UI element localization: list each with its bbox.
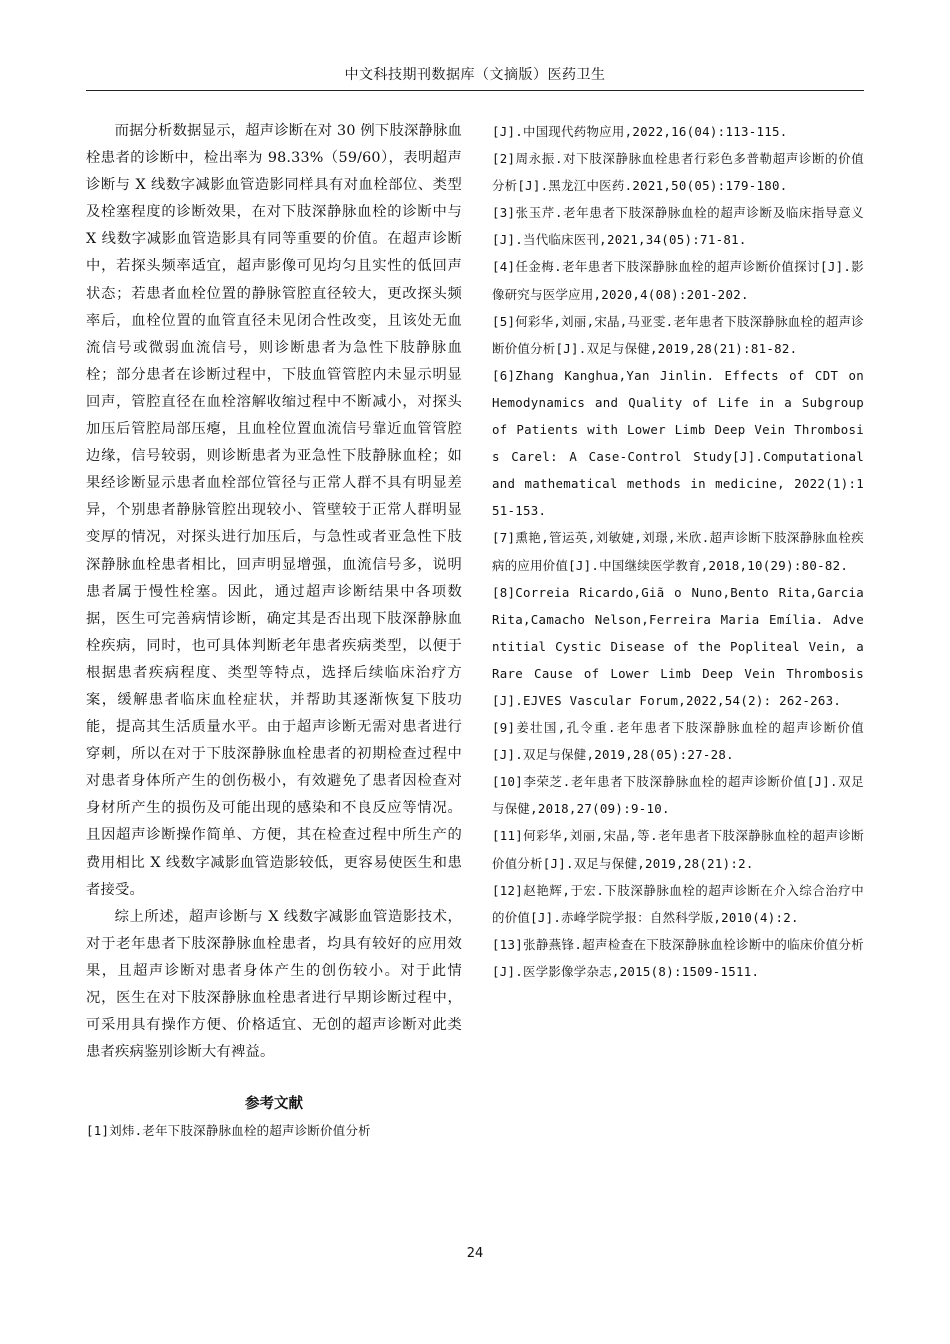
body-paragraph: 而据分析数据显示，超声诊断在对 30 例下肢深静脉血栓患者的诊断中，检出率为 98.33%（59/60），表明超声诊断与 X 线数字减影血管造影同样具有对血栓部位、类型及栓塞程度的诊断效果，在对下肢深静脉血栓的诊断中与 X 线数字减影血管造影具有同等重要的价值。在超声诊断中，若探头频率适宜，超声影像可见均匀且实性的低回声状态；若患者血栓位置的静脉管腔直径较大，更改探头频率后，血栓位置的血管直径未见闭合性改变，且该处无血流信号或微弱血流信号，则诊断患者为急性下肢静脉血栓；部分患者在诊断过程中，下肢血管管腔内未显示明显回声，管腔直径在血栓溶解收缩过程中不断减小，对探头加压后管腔局部压瘪，且血栓位置血流信号靠近血管管腔边缘，信号较弱，则诊断患者为亚急性下肢静脉血栓；如果经诊断显示患者血栓部位管径与正常人群不具有明显差异，个别患者静脉管腔出现较小、管壁较于正常人群明显变厚的情况，对探头进行加压后，与急性或者亚急性下肢深静脉血栓患者相比，回声明显增强，血流信号多，说明患者属于慢性栓塞。因此，通过超声诊断结果中各项数据，医生可完善病情诊断，确定其是否出现下肢深静脉血栓疾病，同时，也可具体判断老年患者疾病类型，以便于根据患者疾病程度、类型等特点，选择后续临床治疗方案，缓解患者临床血栓症状，并帮助其逐渐恢复下肢功能，提高其生活质量水平。由于超声诊断无需对患者进行穿刺，所以在对于下肢深静脉血栓患者的初期检查过程中对患者身体所产生的创伤极小，有效避免了患者因检查对身材所产生的损伤及可能出现的感染和不良反应等情况。且因超声诊断操作简单、方便，其在检查过程中所生产的费用相比 X 线数字减影血管造影较低，更容易使医生和患者接受。 xyxy=(86,123,462,898)
running-header: 中文科技期刊数据库（文摘版）医药卫生 xyxy=(86,64,864,91)
right-column xyxy=(492,118,864,985)
reference-item: [3]张玉芹.老年患者下肢深静脉血栓的超声诊断及临床指导意义[J].当代临床医刊,2021,34(05):71-81. xyxy=(492,205,864,248)
reference-item: [2]周永振.对下肢深静脉血栓患者行彩色多普勒超声诊断的价值分析[J].黑龙江中医药.2021,50(05):179-180. xyxy=(492,151,864,194)
references-heading: 参考文献 xyxy=(245,1096,303,1113)
reference-item: [8]Correia Ricardo,Giã o Nuno,Bento Rita,Garcia Rita,Camacho Nelson,Ferreira Maria Emília. Adventitial Cystic Disease of the Popliteal Vein, a Rare Cause of Lower Limb Deep Vein Thrombosis[J].EJVES Vascular Forum,2022,54(2): 262-263. xyxy=(492,584,864,708)
reference-item: [5]何彩华,刘丽,宋晶,马亚雯.老年患者下肢深静脉血栓的超声诊断价值分析[J].双足与保健,2019,28(21):81-82. xyxy=(492,313,864,356)
reference-item: [4]任金梅.老年患者下肢深静脉血栓的超声诊断价值探讨[J].影像研究与医学应用,2020,4(08):201-202. xyxy=(492,259,864,302)
reference-item: [13]张静燕锋.超声检查在下肢深静脉血栓诊断中的临床价值分析[J].医学影像学杂志,2015(8):1509-1511. xyxy=(492,936,864,979)
reference-item: [6]Zhang Kanghua,Yan Jinlin. Effects of CDT on Hemodynamics and Quality of Life in a Subgroup of Patients with Lower Limb Deep Vein Thrombosis Carel: A Case-Control Study[J].Computational and mathematical methods in medicine, 2022(1):151-153. xyxy=(492,367,864,519)
reference-item: [12]赵艳辉,于宏.下肢深静脉血栓的超声诊断在介入综合治疗中的价值[J].赤峰学院学报：自然科学版,2010(4):2. xyxy=(492,882,864,925)
reference-item: [11]何彩华,刘丽,宋晶,等.老年患者下肢深静脉血栓的超声诊断价值分析[J].双足与保健,2019,28(21):2. xyxy=(492,828,864,871)
body-paragraph: 综上所述，超声诊断与 X 线数字减影血管造影技术，对于老年患者下肢深静脉血栓患者，均具有较好的应用效果，且超声诊断对患者身体产生的创伤较小。对于此情况，医生在对下肢深静脉血栓患者进行早期诊断过程中，可采用具有操作方便、价格适宜、无创的超声诊断对此类患者疾病鉴别诊断大有裨益。 xyxy=(86,908,462,1061)
reference-item: [10]李荣芝.老年患者下肢深静脉血栓的超声诊断价值[J].双足与保健,2018,27(09):9-10. xyxy=(492,774,864,817)
left-column xyxy=(86,118,462,1144)
reference-item: [7]熏艳,管运英,刘敏婕,刘璟,米欣.超声诊断下肢深静脉血栓疾病的应用价值[J].中国继续医学教育,2018,10(29):80-82. xyxy=(492,530,864,573)
reference-item: [J].中国现代药物应用,2022,16(04):113-115. xyxy=(492,124,788,139)
page-number: 24 xyxy=(466,1246,484,1261)
reference-item: [1]刘炜.老年下肢深静脉血栓的超声诊断价值分析 xyxy=(86,1123,371,1139)
reference-item: [9]姜壮国,孔令重.老年患者下肢深静脉血栓的超声诊断价值[J].双足与保健,2019,28(05):27-28. xyxy=(492,720,864,763)
